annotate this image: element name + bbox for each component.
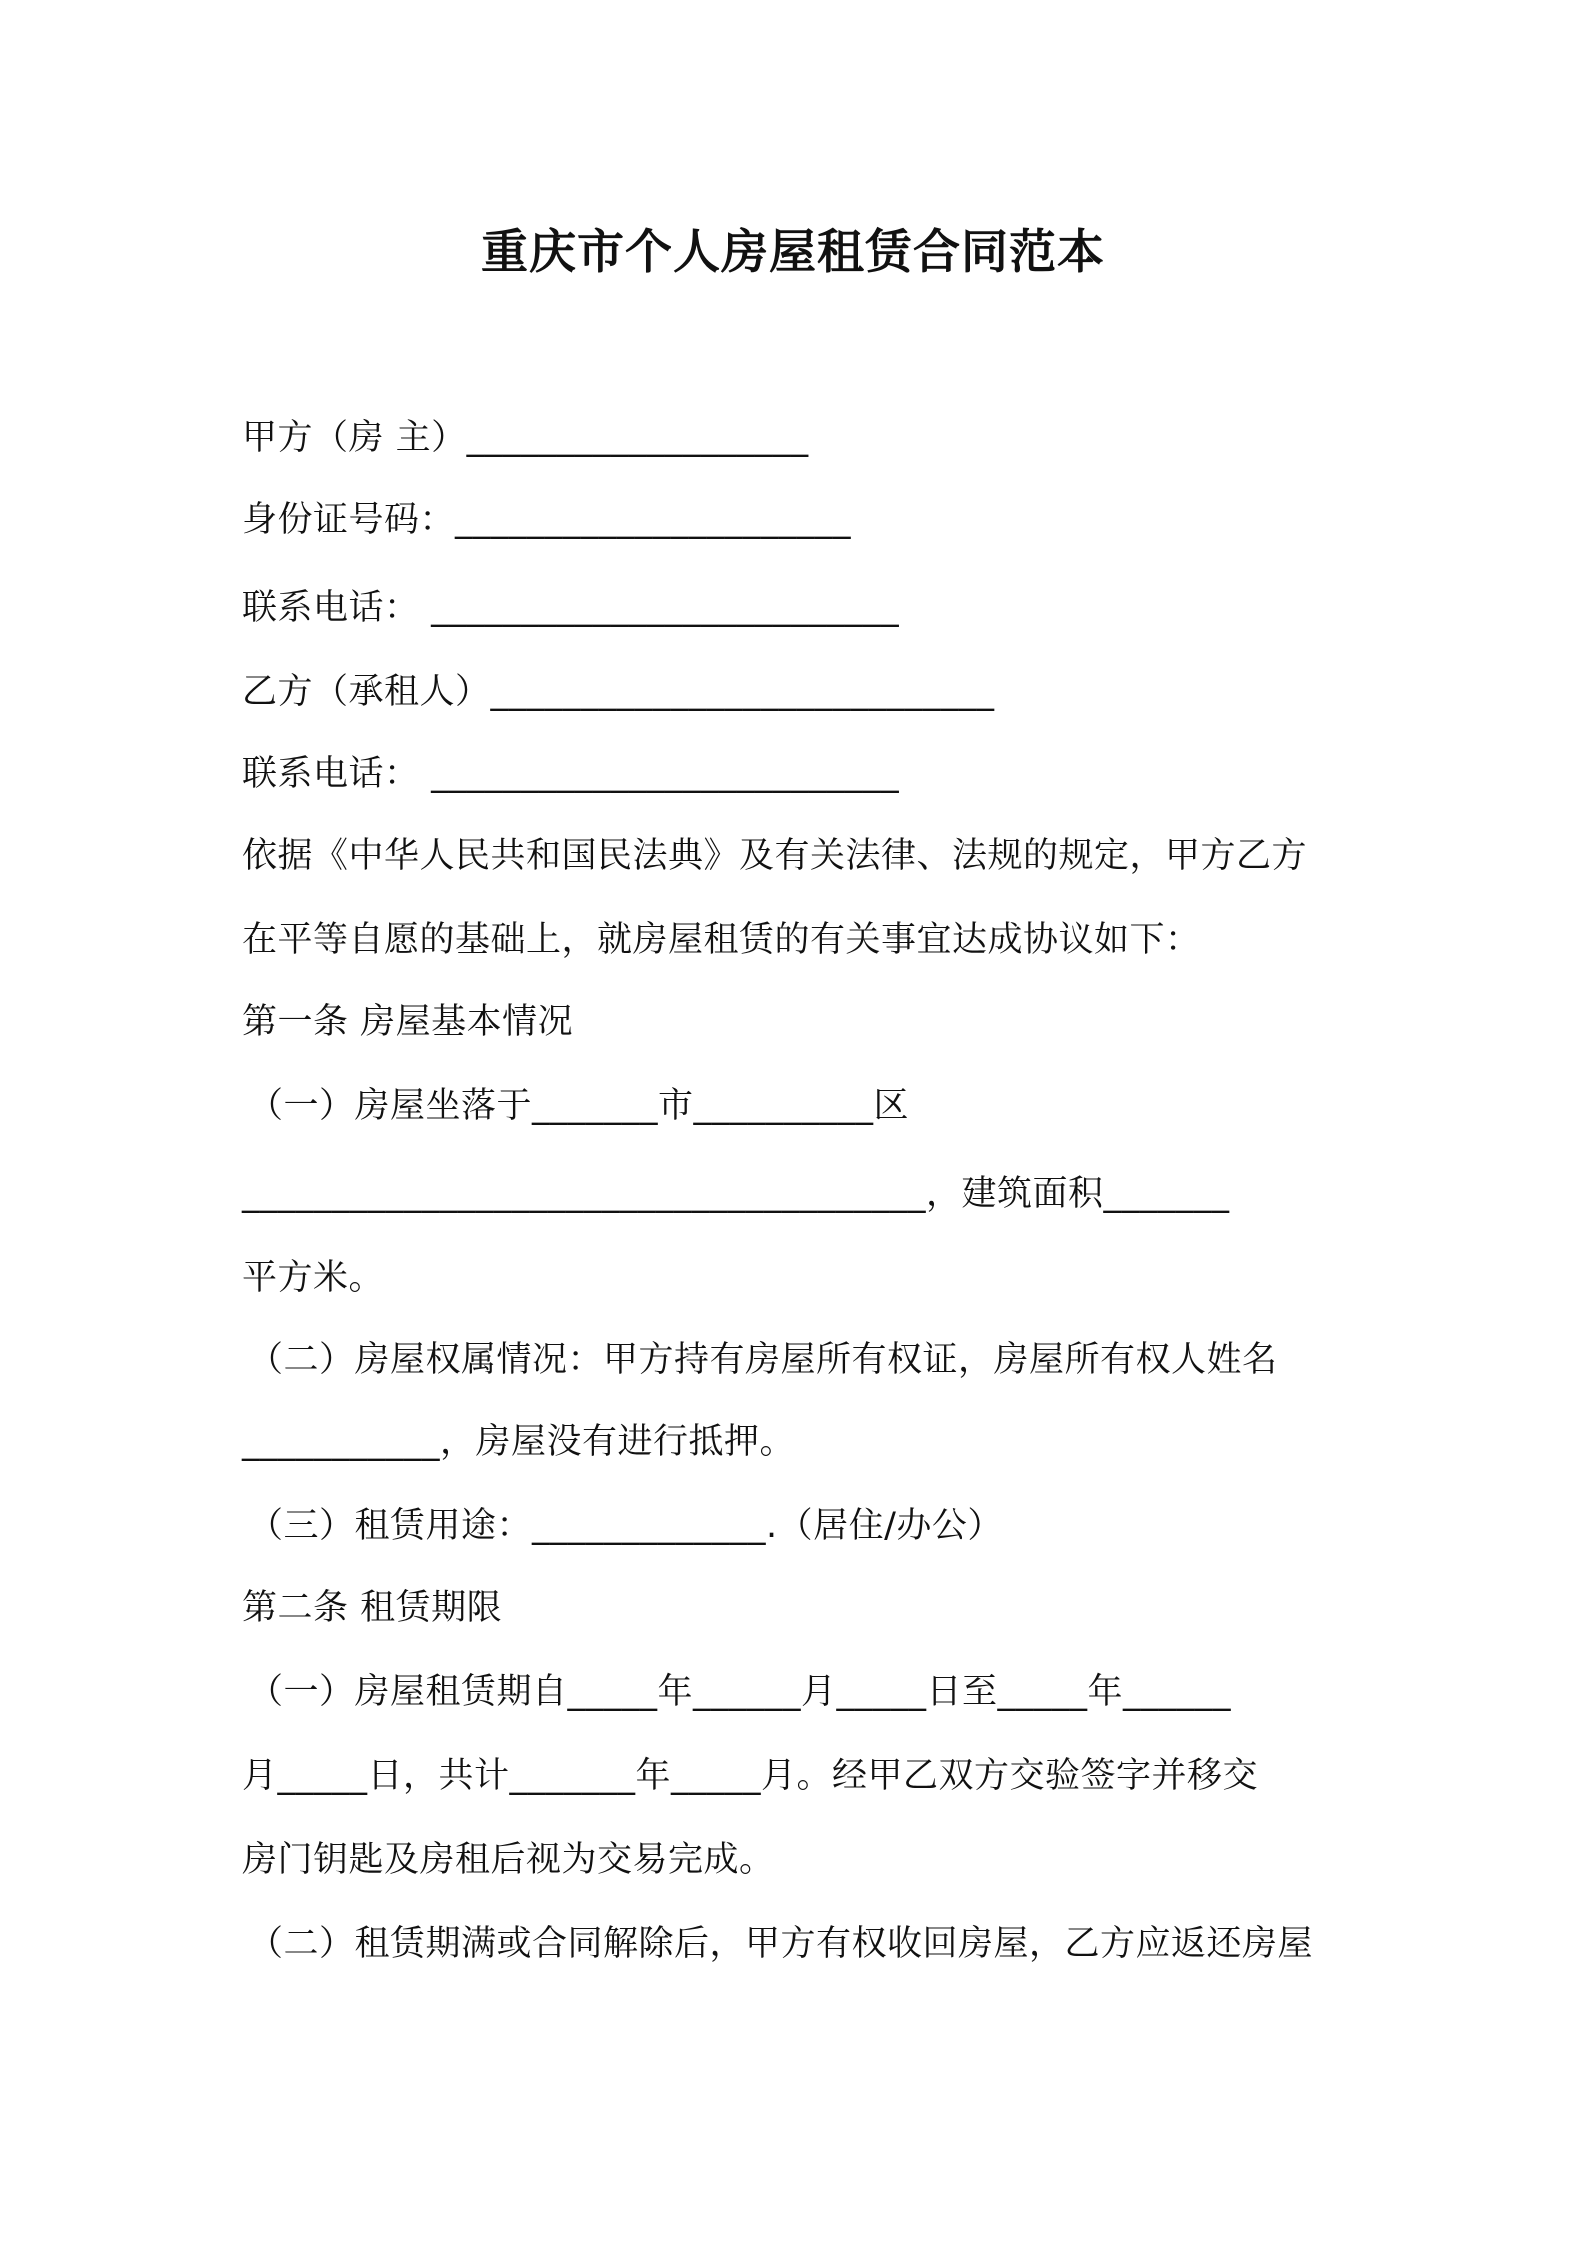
landlord-line: 甲方（房 主）___________________: [242, 418, 809, 458]
clause-1-3-line: （三）租赁用途：_____________.（居住/办公）: [248, 1506, 1003, 1546]
id-number-line: 身份证号码：______________________: [242, 500, 852, 540]
article-2-heading: 第二条 租赁期限: [242, 1588, 503, 1628]
document-title: 重庆市个人房屋租赁合同范本: [481, 225, 1105, 280]
clause-2-1-line-1: （一）房屋租赁期自_____年______月_____日至_____年______: [248, 1672, 1232, 1712]
landlord-phone-line: 联系电话： __________________________: [242, 588, 900, 628]
clause-1-1-line-3: 平方米。: [242, 1258, 385, 1298]
clause-1-2-line-2: ___________，房屋没有进行抵押。: [242, 1422, 796, 1462]
clause-1-1-line-2: ______________________________________，建筑面积_______: [242, 1174, 1230, 1214]
clause-1-2-line-1: （二）房屋权属情况：甲方持有房屋所有权证，房屋所有权人姓名: [248, 1340, 1278, 1380]
clause-2-2-line-1: （二）租赁期满或合同解除后，甲方有权收回房屋，乙方应返还房屋: [248, 1924, 1314, 1964]
preamble-line-2: 在平等自愿的基础上，就房屋租赁的有关事宜达成协议如下：: [242, 920, 1201, 960]
tenant-line: 乙方（承租人）____________________________: [242, 672, 995, 712]
clause-2-1-line-3: 房门钥匙及房租后视为交易完成。: [242, 1840, 775, 1880]
preamble-line-1: 依据《中华人民共和国民法典》及有关法律、法规的规定，甲方乙方: [242, 836, 1308, 876]
tenant-phone-line: 联系电话： __________________________: [242, 754, 900, 794]
clause-1-1-line-1: （一）房屋坐落于_______市__________区: [248, 1086, 910, 1126]
article-1-heading: 第一条 房屋基本情况: [242, 1002, 574, 1042]
clause-2-1-line-2: 月_____日，共计_______年_____月。经甲乙双方交验签字并移交: [242, 1756, 1259, 1796]
